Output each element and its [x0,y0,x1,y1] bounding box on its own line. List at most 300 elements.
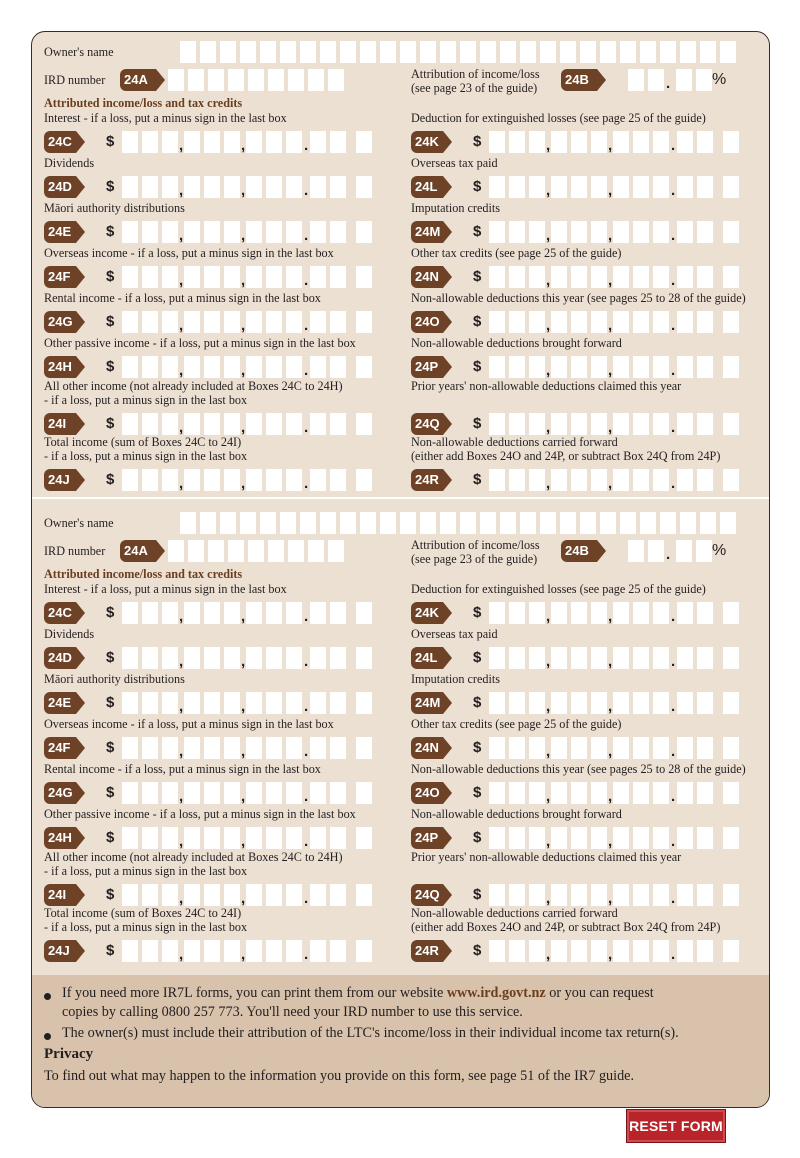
field-24c-cents-box[interactable] [330,602,346,624]
attribution-percent-box[interactable] [628,540,644,562]
field-24c-digit-box[interactable] [162,131,178,153]
field-24h-sign-box[interactable] [356,827,372,849]
owner-name-box[interactable] [320,512,336,534]
field-24o-digit-box[interactable] [591,311,607,333]
field-24d-cents-box[interactable] [310,647,326,669]
field-24i-digit-box[interactable] [224,413,240,435]
field-24r-digit-box[interactable] [551,940,567,962]
owner-name-box[interactable] [200,41,216,63]
field-24n-cents-box[interactable] [677,737,693,759]
field-24i-digit-box[interactable] [162,884,178,906]
attribution-percent-box[interactable] [676,69,692,91]
field-24e-sign-box[interactable] [356,692,372,714]
field-24k-cents-box[interactable] [677,131,693,153]
field-24m-digit-box[interactable] [633,221,649,243]
field-24q-digit-box[interactable] [591,413,607,435]
ird-digit-box[interactable] [188,69,204,91]
field-24i-cents-box[interactable] [330,413,346,435]
field-24i-digit-box[interactable] [224,884,240,906]
field-24o-digit-box[interactable] [551,311,567,333]
field-24o-digit-box[interactable] [489,311,505,333]
field-24k-digit-box[interactable] [591,131,607,153]
attribution-percent-box[interactable] [628,69,644,91]
owner-name-box[interactable] [380,512,396,534]
owner-name-box[interactable] [300,512,316,534]
field-24e-digit-box[interactable] [184,221,200,243]
reset-form-button[interactable]: RESET FORM [626,1109,726,1143]
owner-name-box[interactable] [480,41,496,63]
field-24h-digit-box[interactable] [122,356,138,378]
field-24e-sign-box[interactable] [356,221,372,243]
field-24n-digit-box[interactable] [509,737,525,759]
attribution-percent-box[interactable] [696,540,712,562]
field-24m-cents-box[interactable] [677,692,693,714]
field-24q-cents-box[interactable] [697,413,713,435]
field-24k-digit-box[interactable] [613,602,629,624]
field-24p-sign-box[interactable] [723,827,739,849]
owner-name-box[interactable] [680,512,696,534]
ird-digit-box[interactable] [268,69,284,91]
field-24h-digit-box[interactable] [246,356,262,378]
field-24m-cents-box[interactable] [677,221,693,243]
field-24i-digit-box[interactable] [266,413,282,435]
field-24j-sign-box[interactable] [356,469,372,491]
field-24r-digit-box[interactable] [509,940,525,962]
field-24f-digit-box[interactable] [246,266,262,288]
field-24r-sign-box[interactable] [723,469,739,491]
ird-digit-box[interactable] [268,540,284,562]
owner-name-box[interactable] [520,512,536,534]
field-24j-digit-box[interactable] [162,940,178,962]
field-24h-cents-box[interactable] [330,827,346,849]
owner-name-box[interactable] [540,512,556,534]
field-24f-digit-box[interactable] [204,737,220,759]
owner-name-box[interactable] [420,512,436,534]
field-24p-digit-box[interactable] [489,827,505,849]
field-24e-cents-box[interactable] [310,692,326,714]
field-24i-cents-box[interactable] [310,884,326,906]
field-24c-sign-box[interactable] [356,131,372,153]
field-24m-digit-box[interactable] [489,221,505,243]
owner-name-box[interactable] [500,512,516,534]
ird-digit-box[interactable] [168,69,184,91]
field-24r-cents-box[interactable] [677,940,693,962]
field-24f-digit-box[interactable] [224,266,240,288]
field-24m-digit-box[interactable] [509,221,525,243]
owner-name-box[interactable] [360,512,376,534]
field-24d-digit-box[interactable] [286,647,302,669]
field-24d-digit-box[interactable] [246,647,262,669]
field-24h-cents-box[interactable] [330,356,346,378]
field-24q-cents-box[interactable] [677,413,693,435]
field-24i-digit-box[interactable] [162,413,178,435]
field-24k-digit-box[interactable] [633,602,649,624]
field-24k-digit-box[interactable] [571,131,587,153]
field-24h-digit-box[interactable] [266,827,282,849]
owner-name-box[interactable] [440,512,456,534]
field-24o-digit-box[interactable] [551,782,567,804]
field-24i-digit-box[interactable] [122,884,138,906]
field-24p-cents-box[interactable] [697,356,713,378]
ird-website-link[interactable]: www.ird.govt.nz [446,985,546,1001]
field-24h-digit-box[interactable] [122,827,138,849]
field-24q-digit-box[interactable] [529,413,545,435]
owner-name-box[interactable] [400,41,416,63]
field-24g-cents-box[interactable] [310,311,326,333]
field-24c-digit-box[interactable] [204,602,220,624]
ird-digit-box[interactable] [328,69,344,91]
field-24o-cents-box[interactable] [697,782,713,804]
field-24f-cents-box[interactable] [330,737,346,759]
field-24i-digit-box[interactable] [142,884,158,906]
field-24k-digit-box[interactable] [489,602,505,624]
ird-digit-box[interactable] [248,69,264,91]
owner-name-box[interactable] [640,41,656,63]
field-24l-digit-box[interactable] [633,647,649,669]
field-24n-digit-box[interactable] [653,737,669,759]
field-24l-sign-box[interactable] [723,647,739,669]
field-24r-digit-box[interactable] [633,469,649,491]
attribution-percent-box[interactable] [648,69,664,91]
field-24i-digit-box[interactable] [246,413,262,435]
field-24m-cents-box[interactable] [697,692,713,714]
owner-name-box[interactable] [200,512,216,534]
field-24d-sign-box[interactable] [356,647,372,669]
owner-name-box[interactable] [400,512,416,534]
field-24g-cents-box[interactable] [310,782,326,804]
field-24f-cents-box[interactable] [310,266,326,288]
field-24f-digit-box[interactable] [142,737,158,759]
field-24g-digit-box[interactable] [286,311,302,333]
field-24n-digit-box[interactable] [633,266,649,288]
field-24j-digit-box[interactable] [224,940,240,962]
field-24o-digit-box[interactable] [571,311,587,333]
field-24q-digit-box[interactable] [509,413,525,435]
field-24l-digit-box[interactable] [509,176,525,198]
field-24e-digit-box[interactable] [204,692,220,714]
field-24r-sign-box[interactable] [723,940,739,962]
field-24h-digit-box[interactable] [286,827,302,849]
field-24e-digit-box[interactable] [286,692,302,714]
field-24f-digit-box[interactable] [224,737,240,759]
field-24d-digit-box[interactable] [224,176,240,198]
field-24e-digit-box[interactable] [204,221,220,243]
field-24k-digit-box[interactable] [653,131,669,153]
field-24h-digit-box[interactable] [184,827,200,849]
field-24f-digit-box[interactable] [204,266,220,288]
field-24p-digit-box[interactable] [633,827,649,849]
field-24l-digit-box[interactable] [551,176,567,198]
ird-digit-box[interactable] [208,540,224,562]
field-24p-digit-box[interactable] [653,827,669,849]
field-24d-digit-box[interactable] [204,647,220,669]
field-24q-digit-box[interactable] [633,884,649,906]
field-24q-digit-box[interactable] [551,884,567,906]
field-24j-digit-box[interactable] [184,940,200,962]
attribution-percent-box[interactable] [648,540,664,562]
field-24p-sign-box[interactable] [723,356,739,378]
field-24q-digit-box[interactable] [591,884,607,906]
ird-digit-box[interactable] [228,540,244,562]
field-24f-digit-box[interactable] [162,737,178,759]
field-24p-digit-box[interactable] [571,356,587,378]
attribution-percent-box[interactable] [696,69,712,91]
field-24r-digit-box[interactable] [653,940,669,962]
field-24m-digit-box[interactable] [613,221,629,243]
field-24p-digit-box[interactable] [509,827,525,849]
field-24g-digit-box[interactable] [266,782,282,804]
field-24e-cents-box[interactable] [330,221,346,243]
field-24n-digit-box[interactable] [653,266,669,288]
ird-digit-box[interactable] [208,69,224,91]
field-24l-digit-box[interactable] [529,647,545,669]
field-24q-digit-box[interactable] [571,413,587,435]
field-24r-digit-box[interactable] [571,940,587,962]
field-24i-cents-box[interactable] [310,413,326,435]
field-24h-digit-box[interactable] [204,356,220,378]
field-24i-digit-box[interactable] [122,413,138,435]
field-24n-sign-box[interactable] [723,266,739,288]
field-24g-digit-box[interactable] [246,311,262,333]
field-24q-cents-box[interactable] [677,884,693,906]
field-24c-cents-box[interactable] [330,131,346,153]
field-24d-digit-box[interactable] [142,176,158,198]
field-24f-digit-box[interactable] [286,266,302,288]
field-24q-digit-box[interactable] [571,884,587,906]
field-24d-sign-box[interactable] [356,176,372,198]
field-24o-digit-box[interactable] [591,782,607,804]
field-24c-sign-box[interactable] [356,602,372,624]
field-24i-digit-box[interactable] [184,413,200,435]
field-24k-cents-box[interactable] [677,602,693,624]
field-24e-digit-box[interactable] [246,692,262,714]
field-24e-digit-box[interactable] [286,221,302,243]
owner-name-box[interactable] [720,41,736,63]
field-24l-cents-box[interactable] [697,647,713,669]
field-24h-digit-box[interactable] [184,356,200,378]
field-24r-digit-box[interactable] [529,940,545,962]
field-24m-digit-box[interactable] [613,692,629,714]
field-24l-digit-box[interactable] [529,176,545,198]
owner-name-box[interactable] [220,512,236,534]
field-24m-digit-box[interactable] [551,692,567,714]
field-24p-digit-box[interactable] [489,356,505,378]
field-24o-digit-box[interactable] [529,311,545,333]
owner-name-box[interactable] [240,512,256,534]
field-24o-cents-box[interactable] [697,311,713,333]
field-24q-digit-box[interactable] [509,884,525,906]
field-24e-cents-box[interactable] [330,692,346,714]
field-24j-digit-box[interactable] [122,469,138,491]
field-24c-digit-box[interactable] [204,131,220,153]
field-24g-digit-box[interactable] [142,782,158,804]
field-24e-digit-box[interactable] [184,692,200,714]
field-24l-digit-box[interactable] [509,647,525,669]
field-24f-digit-box[interactable] [184,737,200,759]
field-24d-digit-box[interactable] [266,176,282,198]
field-24q-digit-box[interactable] [489,884,505,906]
owner-name-box[interactable] [700,512,716,534]
field-24m-sign-box[interactable] [723,692,739,714]
field-24c-digit-box[interactable] [122,131,138,153]
field-24f-digit-box[interactable] [266,737,282,759]
field-24i-digit-box[interactable] [204,413,220,435]
field-24o-digit-box[interactable] [633,782,649,804]
field-24c-digit-box[interactable] [162,602,178,624]
field-24r-digit-box[interactable] [529,469,545,491]
field-24c-digit-box[interactable] [246,131,262,153]
field-24n-digit-box[interactable] [571,266,587,288]
field-24n-digit-box[interactable] [529,737,545,759]
owner-name-box[interactable] [320,41,336,63]
owner-name-box[interactable] [620,41,636,63]
field-24k-digit-box[interactable] [571,602,587,624]
field-24p-digit-box[interactable] [613,356,629,378]
field-24k-cents-box[interactable] [697,131,713,153]
field-24p-cents-box[interactable] [677,356,693,378]
field-24c-digit-box[interactable] [266,131,282,153]
field-24f-digit-box[interactable] [286,737,302,759]
field-24f-sign-box[interactable] [356,737,372,759]
field-24j-digit-box[interactable] [286,940,302,962]
field-24h-digit-box[interactable] [224,827,240,849]
field-24c-digit-box[interactable] [142,602,158,624]
field-24d-digit-box[interactable] [224,647,240,669]
field-24o-digit-box[interactable] [509,311,525,333]
field-24h-digit-box[interactable] [286,356,302,378]
field-24h-digit-box[interactable] [142,356,158,378]
field-24r-cents-box[interactable] [697,469,713,491]
field-24d-digit-box[interactable] [184,647,200,669]
ird-digit-box[interactable] [188,540,204,562]
field-24n-digit-box[interactable] [551,266,567,288]
field-24g-digit-box[interactable] [224,311,240,333]
field-24j-cents-box[interactable] [310,940,326,962]
field-24r-digit-box[interactable] [551,469,567,491]
field-24f-digit-box[interactable] [184,266,200,288]
field-24d-digit-box[interactable] [266,647,282,669]
field-24j-digit-box[interactable] [246,940,262,962]
owner-name-box[interactable] [660,512,676,534]
field-24r-digit-box[interactable] [653,469,669,491]
field-24f-cents-box[interactable] [310,737,326,759]
field-24n-cents-box[interactable] [697,266,713,288]
field-24g-digit-box[interactable] [122,782,138,804]
owner-name-box[interactable] [460,41,476,63]
owner-name-box[interactable] [700,41,716,63]
field-24j-digit-box[interactable] [246,469,262,491]
field-24d-digit-box[interactable] [122,176,138,198]
field-24d-digit-box[interactable] [184,176,200,198]
owner-name-box[interactable] [300,41,316,63]
field-24g-sign-box[interactable] [356,782,372,804]
field-24q-digit-box[interactable] [613,413,629,435]
field-24j-cents-box[interactable] [310,469,326,491]
field-24j-digit-box[interactable] [142,940,158,962]
field-24d-digit-box[interactable] [162,176,178,198]
field-24e-digit-box[interactable] [142,692,158,714]
owner-name-box[interactable] [280,512,296,534]
field-24d-digit-box[interactable] [204,176,220,198]
field-24q-digit-box[interactable] [653,884,669,906]
field-24e-digit-box[interactable] [246,221,262,243]
field-24g-digit-box[interactable] [122,311,138,333]
field-24f-sign-box[interactable] [356,266,372,288]
owner-name-box[interactable] [240,41,256,63]
field-24c-digit-box[interactable] [122,602,138,624]
field-24e-digit-box[interactable] [266,221,282,243]
owner-name-box[interactable] [520,41,536,63]
field-24e-digit-box[interactable] [224,221,240,243]
field-24f-digit-box[interactable] [266,266,282,288]
field-24p-digit-box[interactable] [551,827,567,849]
field-24g-digit-box[interactable] [266,311,282,333]
field-24p-digit-box[interactable] [653,356,669,378]
field-24j-digit-box[interactable] [204,469,220,491]
field-24f-digit-box[interactable] [246,737,262,759]
field-24j-digit-box[interactable] [266,940,282,962]
field-24l-cents-box[interactable] [697,176,713,198]
field-24g-digit-box[interactable] [204,311,220,333]
field-24g-digit-box[interactable] [184,311,200,333]
field-24j-cents-box[interactable] [330,469,346,491]
field-24p-digit-box[interactable] [529,827,545,849]
field-24n-digit-box[interactable] [509,266,525,288]
field-24j-digit-box[interactable] [224,469,240,491]
field-24i-cents-box[interactable] [330,884,346,906]
field-24m-digit-box[interactable] [653,692,669,714]
field-24c-digit-box[interactable] [142,131,158,153]
field-24m-digit-box[interactable] [551,221,567,243]
field-24h-cents-box[interactable] [310,356,326,378]
field-24e-digit-box[interactable] [122,221,138,243]
field-24o-cents-box[interactable] [677,311,693,333]
field-24n-digit-box[interactable] [489,737,505,759]
field-24k-sign-box[interactable] [723,602,739,624]
ird-digit-box[interactable] [328,540,344,562]
field-24j-digit-box[interactable] [142,469,158,491]
field-24l-digit-box[interactable] [591,176,607,198]
field-24n-digit-box[interactable] [591,266,607,288]
owner-name-box[interactable] [220,41,236,63]
field-24o-sign-box[interactable] [723,782,739,804]
field-24i-digit-box[interactable] [286,884,302,906]
owner-name-box[interactable] [480,512,496,534]
field-24k-digit-box[interactable] [633,131,649,153]
field-24m-digit-box[interactable] [529,692,545,714]
field-24i-digit-box[interactable] [266,884,282,906]
field-24e-digit-box[interactable] [162,221,178,243]
owner-name-box[interactable] [380,41,396,63]
field-24d-digit-box[interactable] [122,647,138,669]
field-24l-digit-box[interactable] [489,647,505,669]
field-24j-cents-box[interactable] [330,940,346,962]
field-24d-digit-box[interactable] [246,176,262,198]
field-24c-cents-box[interactable] [310,131,326,153]
field-24p-digit-box[interactable] [633,356,649,378]
field-24i-digit-box[interactable] [204,884,220,906]
field-24q-digit-box[interactable] [633,413,649,435]
field-24n-digit-box[interactable] [613,266,629,288]
owner-name-box[interactable] [440,41,456,63]
field-24f-digit-box[interactable] [122,737,138,759]
field-24p-digit-box[interactable] [591,356,607,378]
owner-name-box[interactable] [340,512,356,534]
field-24h-digit-box[interactable] [162,827,178,849]
field-24r-digit-box[interactable] [571,469,587,491]
field-24d-cents-box[interactable] [330,176,346,198]
owner-name-box[interactable] [720,512,736,534]
